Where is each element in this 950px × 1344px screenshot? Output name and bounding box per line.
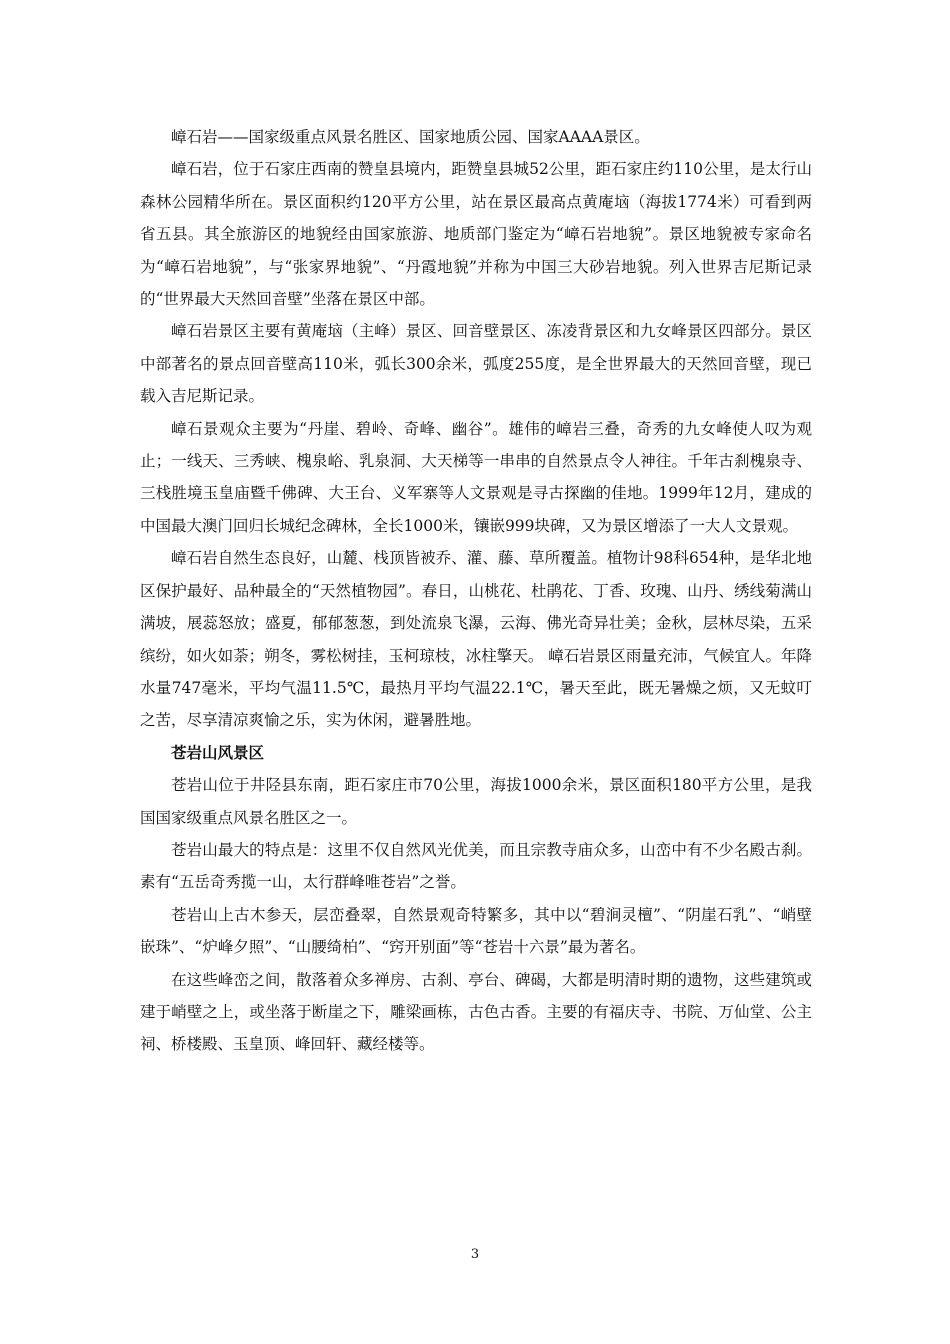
paragraph-cangyan-location: 苍岩山位于井陉县东南，距石家庄市70公里，海拔1000余米，景区面积180平方公里，是我国国家级重点风景名胜区之一。 <box>140 776 812 827</box>
paragraph-ecology: 嶂石岩自然生态良好，山麓、栈顶皆被乔、灌、藤、草所覆盖。植物计98科654种，是华北地区保护最好、品种最全的“天然植物园”。春日，山桃花、杜鹃花、丁香、玫瑰、山丹、绣线菊满山满坡，展蕊怒放；盛夏，郁郁葱葱，到处流泉飞瀑，云海、佛光奇异壮美；金秋，层林尽染，五采缤纷，如火如荼；朔冬，雾松树挂，玉柯琼枝，冰柱擎天。 嶂石岩景区雨量充沛，气候宜人。年降水量747毫米，平均气温11.5℃，最热月平均气温22.1℃，暑天至此，既无暑燥之烦，又无蚊叮之苦，尽享清凉爽愉之乐，实为休闲，避暑胜地。 <box>140 549 812 730</box>
paragraph-scenic-areas: 嶂石岩景区主要有黄庵垴（主峰）景区、回音壁景区、冻凌背景区和九女峰景区四部分。景区中部著名的景点回音壁高110米，弧长300余米，弧度255度，是全世界最大的天然回音壁，现已载入吉尼斯记录。 <box>140 322 812 406</box>
section-heading: 苍岩山风景区 <box>171 743 265 762</box>
paragraph-landscape: 嶂石景观众主要为“丹崖、碧岭、奇峰、幽谷”。雄伟的嶂岩三叠，奇秀的九女峰使人叹为观止；一线天、三秀峡、槐泉峪、乳泉洞、大天梯等一串串的自然景点令人神往。千年古刹槐泉寺、三栈胜境玉皇庙暨千佛碑、大王台、义军寨等人文景观是寻古探幽的佳地。1999年12月，建成的中国最大澳门回归长城纪念碑林，全长1000米，镶嵌999块碑，又为景区增添了一大人文景观。 <box>140 419 812 535</box>
page-number: 3 <box>470 1247 480 1262</box>
paragraph-intro: 嶂石岩——国家级重点风景名胜区、国家地质公园、国家AAAA景区。 <box>171 128 650 146</box>
body-text <box>140 121 812 1061</box>
paragraph-cangyan-features: 苍岩山最大的特点是：这里不仅自然风光优美，而且宗教寺庙众多，山峦中有不少名殿古刹。素有“五岳奇秀揽一山，太行群峰唯苍岩”之誉。 <box>140 840 812 892</box>
paragraph-location: 嶂石岩，位于石家庄西南的赞皇县境内，距赞皇县城52公里，距石家庄约110公里，是太行山森林公园精华所在。景区面积约120平方公里，站在景区最高点黄庵垴（海拔1774米）可看到两省五县。其全旅游区的地貌经由国家旅游、地质部门鉴定为“嶂石岩地貌”。景区地貌被专家命名为“嶂石岩地貌”，与“张家界地貌”、“丹霞地貌”并称为中国三大砂岩地貌。列入世界吉尼斯记录的“世界最大天然回音壁”坐落在景区中部。 <box>140 160 812 309</box>
paragraph-cangyan-buildings: 在这些峰峦之间，散落着众多禅房、古刹、亭台、碑碣，大都是明清时期的遗物，这些建筑或建于峭壁之上，或坐落于断崖之下，雕梁画栋，古色古香。主要的有福庆寺、书院、万仙堂、公主祠、桥楼殿、玉皇顶、峰回轩、藏经楼等。 <box>140 970 812 1054</box>
paragraph-cangyan-scenery: 苍岩山上古木参天，层峦叠翠，自然景观奇特繁多，其中以“碧涧灵檀”、“阴崖石乳”、“峭壁嵌珠”、“炉峰夕照”、“山腰绮柏”、“窍开别面”等“苍岩十六景”最为著名。 <box>140 905 812 957</box>
